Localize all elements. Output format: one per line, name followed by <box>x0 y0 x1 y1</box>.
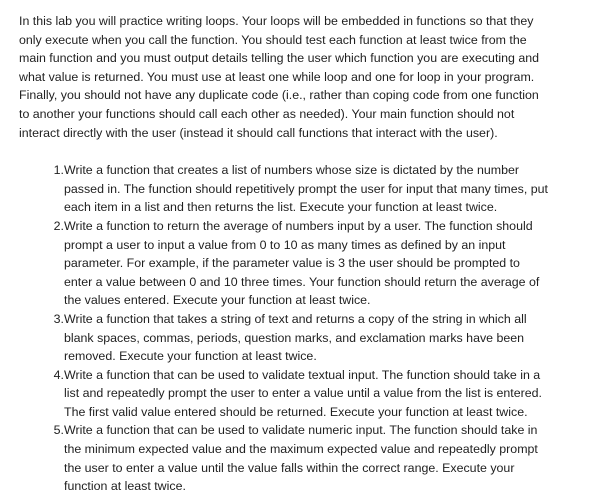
list-item-number: 5. <box>53 423 64 438</box>
list-item-number: 2. <box>53 218 64 233</box>
list-item-number: 3. <box>53 311 64 326</box>
list-item-number: 1. <box>53 163 64 178</box>
list-item <box>19 161 591 217</box>
list-item <box>19 217 591 310</box>
list-item <box>19 421 591 495</box>
list-item-text: Write a function to return the average of numbers input by a user. The function should prompt a user to input a value from 0 to 10 as many times as defined by an input parameter. For example, if the parameter value is 3 the user should be prompted to enter a value between 0 and 10 three times. Your function should return the average of the values entered. Execute your function at least twice. <box>64 218 540 308</box>
list-item <box>19 310 591 366</box>
intro-paragraph: In this lab you will practice writing loops. Your loops will be embedded in functions so that they only execute when you call the function. You should test each function at least twice from the main function and you must output details telling the user which function you are executing and what value is returned. You must use at least one while loop and one for loop in your program. Finally, you should not have any duplicate code (i.e., rather than coping code from one function to another your functions should call each other as needed). Your main function should not interact directly with the user (instead it should call functions that interact with the user). <box>19 14 540 140</box>
list-item-number: 4. <box>53 367 64 382</box>
task-list <box>19 161 591 496</box>
document-body <box>19 12 591 496</box>
list-item-text: Write a function that can be used to validate numeric input. The function should take in the minimum expected value and the maximum expected value and repeatedly prompt the user to enter a value until the value falls within the correct range. Execute your function at least twice. <box>64 423 538 494</box>
list-item-text: Write a function that takes a string of text and returns a copy of the string in which all blank spaces, commas, periods, question marks, and exclamation marks have been removed. Execute your function at least twice. <box>64 311 527 364</box>
list-item <box>19 366 591 422</box>
list-item-text: Write a function that can be used to validate textual input. The function should take in a list and repeatedly prompt the user to enter a value until a value from the list is entered. The first valid value entered should be returned. Execute your function at least twice. <box>64 367 542 419</box>
list-item-text: Write a function that creates a list of numbers whose size is dictated by the number passed in. The function should repetitively prompt the user for input that many times, put each item in a list and then returns the list. Execute your function at least twice. <box>64 163 548 215</box>
